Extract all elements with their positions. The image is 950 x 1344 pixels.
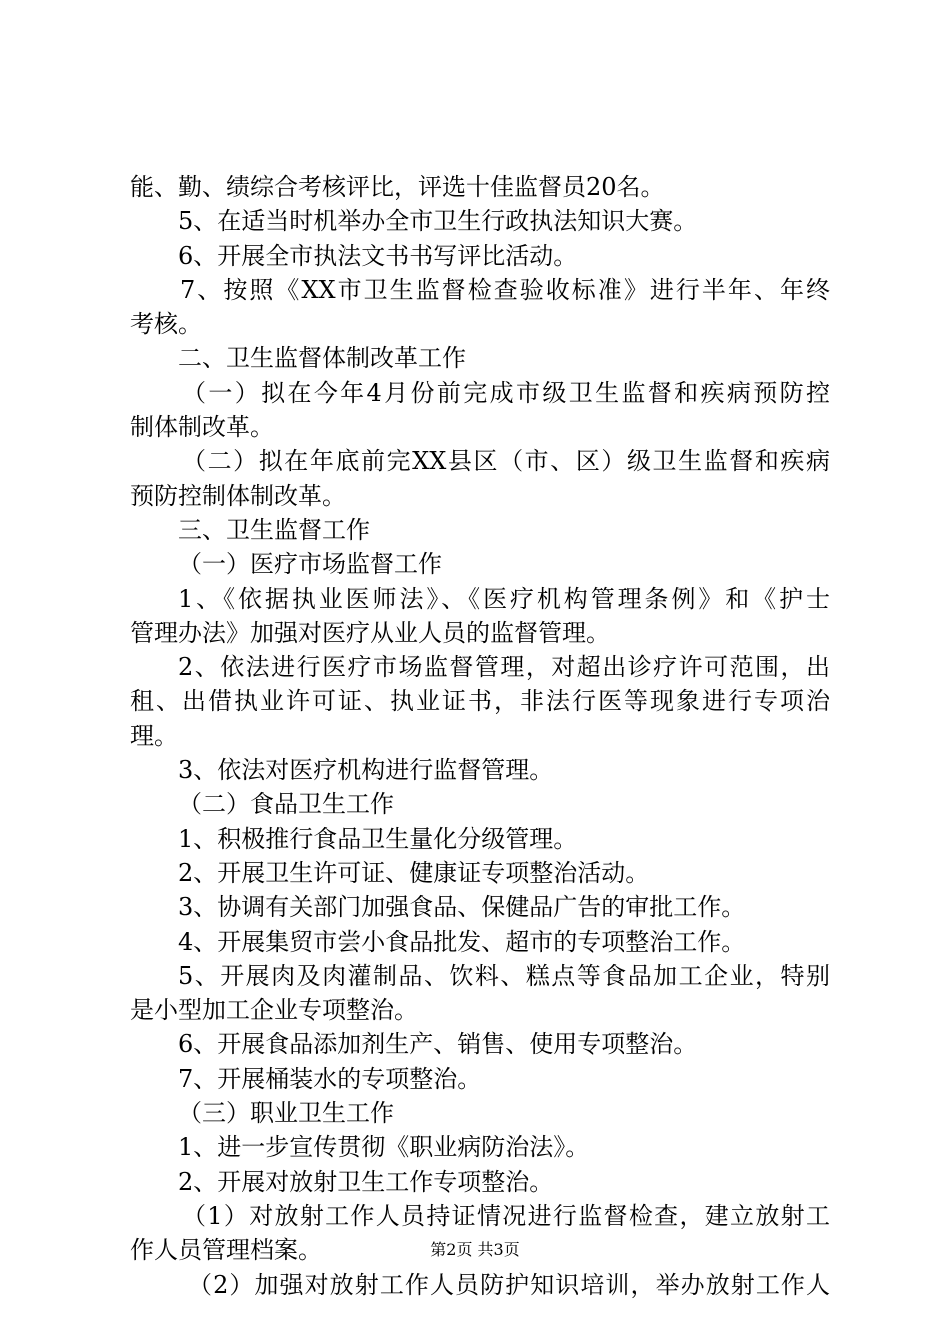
paragraph-line: 5、开展肉及肉灌制品、饮料、糕点等食品加工企业，特别 — [178, 961, 830, 990]
paragraph-line: 1、《依据执业医师法》、《医疗机构管理条例》和《护士 — [178, 584, 830, 613]
paragraph-line: 作人员管理档案。 — [130, 1236, 322, 1265]
paragraph-line: 是小型加工企业专项整治。 — [130, 996, 418, 1025]
paragraph-line: （二）食品卫生工作 — [178, 790, 394, 819]
paragraph-line: （一）拟在今年4月份前完成市级卫生监督和疾病预防控 — [182, 378, 830, 407]
paragraph-line: 7、开展桶装水的专项整治。 — [178, 1064, 482, 1093]
paragraph-line: 1、进一步宣传贯彻《职业病防治法》。 — [178, 1133, 590, 1162]
paragraph-line: 三、卫生监督工作 — [178, 515, 370, 544]
paragraph-line: 3、依法对医疗机构进行监督管理。 — [178, 756, 554, 785]
paragraph-line: （三）职业卫生工作 — [178, 1099, 394, 1128]
paragraph-line: 1、积极推行食品卫生量化分级管理。 — [178, 824, 578, 853]
paragraph-line: 能、勤、绩综合考核评比，评选十佳监督员20名。 — [130, 173, 665, 201]
paragraph-line: 考核。 — [130, 310, 202, 339]
paragraph-line: 3、协调有关部门加强食品、保健品广告的审批工作。 — [178, 893, 746, 922]
paragraph-line: （一）医疗市场监督工作 — [178, 550, 442, 579]
paragraph-line: 租、出借执业许可证、执业证书，非法行医等现象进行专项治 — [130, 687, 830, 716]
paragraph-line: 管理办法》加强对医疗从业人员的监督管理。 — [130, 618, 610, 647]
paragraph-line: 2、开展对放射卫生工作专项整治。 — [178, 1167, 554, 1196]
paragraph-line: 6、开展食品添加剂生产、销售、使用专项整治。 — [178, 1030, 698, 1059]
paragraph-line: 二、卫生监督体制改革工作 — [178, 344, 466, 373]
paragraph-line: （1）对放射工作人员持证情况进行监督检查，建立放射工 — [182, 1201, 830, 1230]
paragraph-line: （二）拟在年底前完XX县区（市、区）级卫生监督和疾病 — [182, 447, 830, 476]
paragraph-line: 7、按照《XX市卫生监督检查验收标准》进行半年、年终 — [180, 275, 830, 304]
document-body — [130, 170, 830, 1302]
paragraph-line: 6、开展全市执法文书书写评比活动。 — [178, 241, 578, 270]
paragraph-line: 2、开展卫生许可证、健康证专项整治活动。 — [178, 858, 650, 887]
paragraph-line: 预防控制体制改革。 — [130, 481, 346, 510]
paragraph-line: 2、依法进行医疗市场监督管理，对超出诊疗许可范围，出 — [178, 653, 830, 682]
paragraph-line: 制体制改革。 — [130, 413, 274, 442]
paragraph-line: 4、开展集贸市尝小食品批发、超市的专项整治工作。 — [178, 927, 746, 956]
paragraph-line: 理。 — [130, 721, 178, 750]
paragraph-line: （2）加强对放射工作人员防护知识培训，举办放射工作人 — [188, 1270, 830, 1299]
paragraph-line: 5、在适当时机举办全市卫生行政执法知识大赛。 — [178, 207, 698, 236]
page-footer: 第2页 共3页 — [430, 1240, 520, 1259]
